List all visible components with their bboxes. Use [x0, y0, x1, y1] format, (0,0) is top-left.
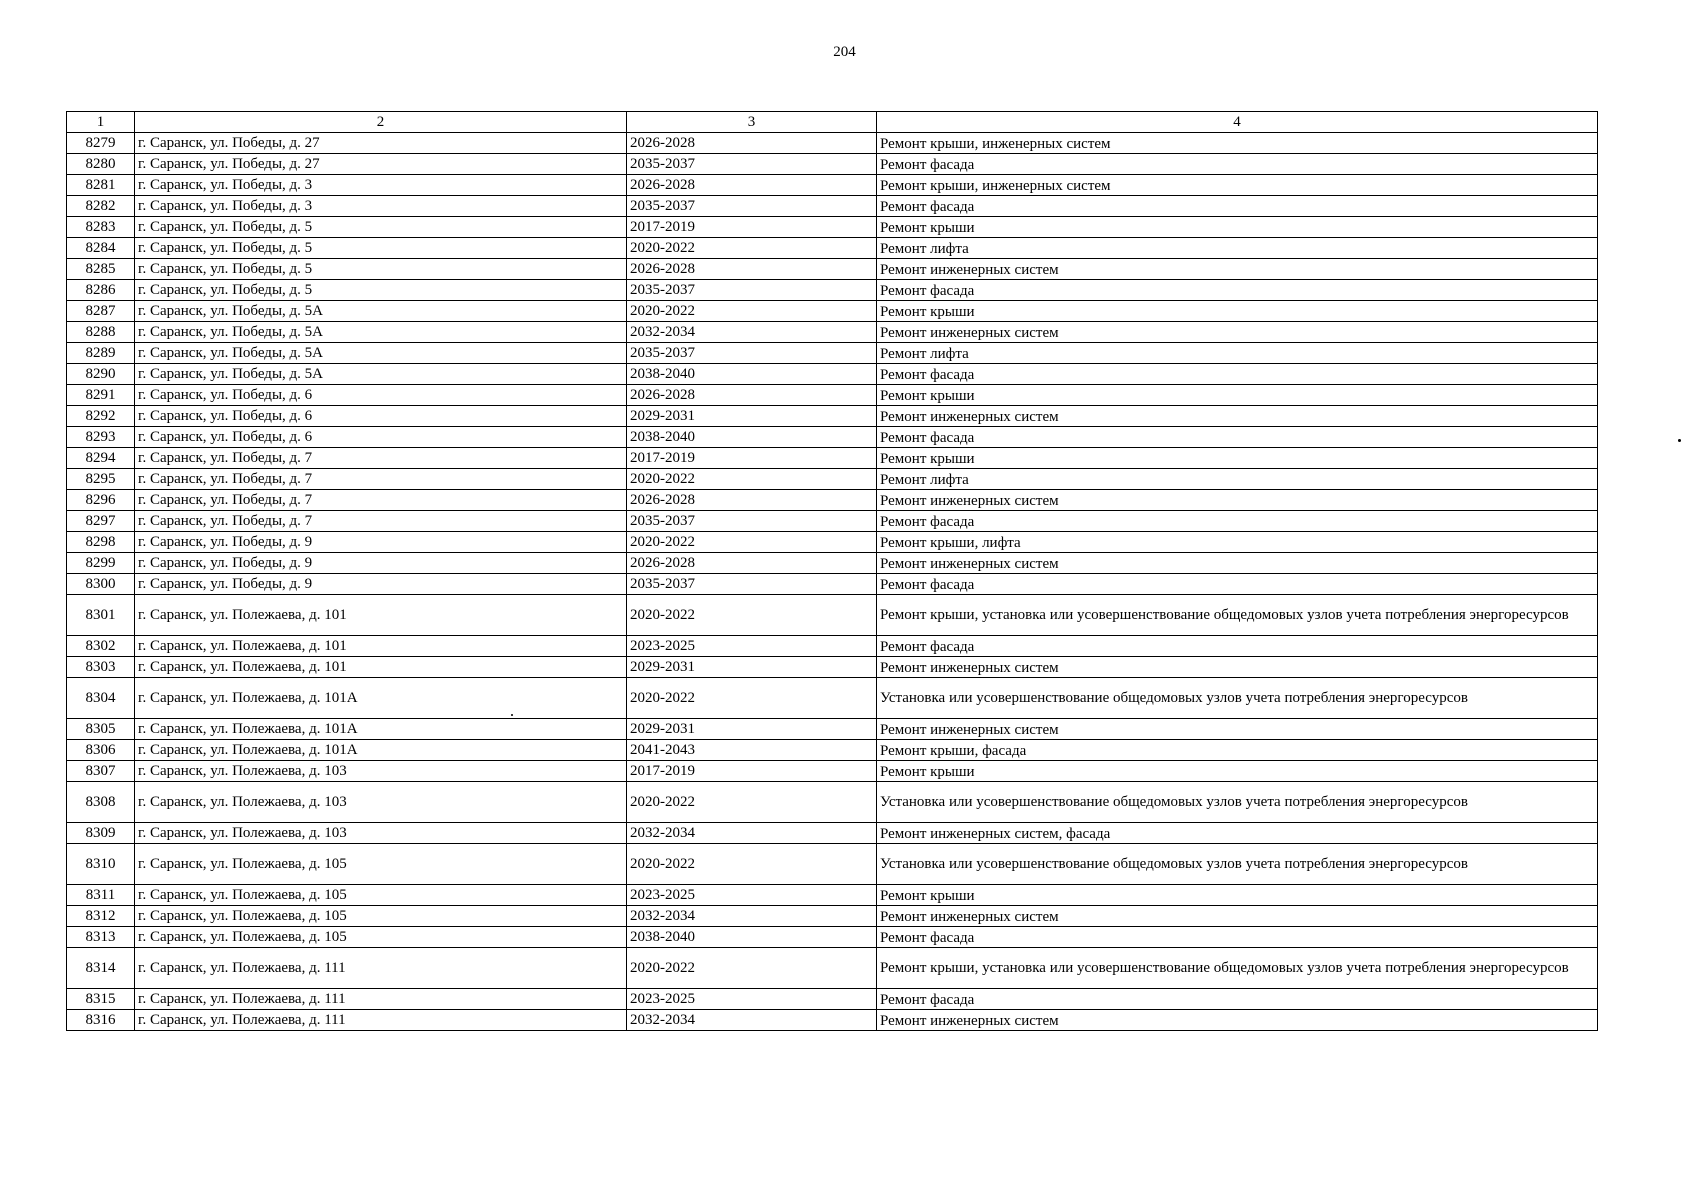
work-type-cell: Ремонт фасада	[877, 280, 1598, 301]
address-cell: г. Саранск, ул. Победы, д. 7	[135, 469, 627, 490]
address-cell: г. Саранск, ул. Полежаева, д. 111	[135, 989, 627, 1010]
scan-speck	[1678, 439, 1681, 442]
row-number-cell: 8312	[67, 906, 135, 927]
period-cell: 2032-2034	[627, 322, 877, 343]
period-cell: 2029-2031	[627, 406, 877, 427]
row-number-cell: 8305	[67, 719, 135, 740]
address-cell: г. Саранск, ул. Победы, д. 9	[135, 574, 627, 595]
work-type-cell: Ремонт крыши	[877, 761, 1598, 782]
table-row	[67, 574, 1598, 595]
period-cell: 2017-2019	[627, 761, 877, 782]
row-number-cell: 8314	[67, 948, 135, 989]
work-type-cell: Ремонт крыши	[877, 385, 1598, 406]
row-number-cell: 8280	[67, 154, 135, 175]
period-cell: 2026-2028	[627, 490, 877, 511]
work-type-cell: Ремонт фасада	[877, 196, 1598, 217]
work-type-cell: Ремонт фасада	[877, 511, 1598, 532]
period-cell: 2041-2043	[627, 740, 877, 761]
table-row	[67, 927, 1598, 948]
address-cell: г. Саранск, ул. Победы, д. 7	[135, 490, 627, 511]
address-cell: г. Саранск, ул. Полежаева, д. 101А	[135, 719, 627, 740]
row-number-cell: 8304	[67, 678, 135, 719]
address-cell: г. Саранск, ул. Победы, д. 5А	[135, 343, 627, 364]
work-type-cell: Ремонт крыши	[877, 885, 1598, 906]
period-cell: 2026-2028	[627, 259, 877, 280]
period-cell: 2023-2025	[627, 636, 877, 657]
period-cell: 2026-2028	[627, 385, 877, 406]
work-type-cell: Ремонт инженерных систем	[877, 1010, 1598, 1031]
address-cell: г. Саранск, ул. Полежаева, д. 111	[135, 948, 627, 989]
address-cell: г. Саранск, ул. Полежаева, д. 105	[135, 927, 627, 948]
period-cell: 2023-2025	[627, 989, 877, 1010]
work-type-cell: Ремонт фасада	[877, 154, 1598, 175]
period-cell: 2029-2031	[627, 657, 877, 678]
address-cell: г. Саранск, ул. Победы, д. 5А	[135, 322, 627, 343]
table-row	[67, 719, 1598, 740]
address-cell: г. Саранск, ул. Победы, д. 5	[135, 217, 627, 238]
period-cell: 2017-2019	[627, 217, 877, 238]
table-row	[67, 1010, 1598, 1031]
work-type-cell: Ремонт фасада	[877, 989, 1598, 1010]
table-row	[67, 885, 1598, 906]
table-row	[67, 133, 1598, 154]
row-number-cell: 8290	[67, 364, 135, 385]
period-cell: 2020-2022	[627, 782, 877, 823]
table-row	[67, 740, 1598, 761]
column-header-3: 3	[627, 112, 877, 133]
address-cell: г. Саранск, ул. Полежаева, д. 105	[135, 906, 627, 927]
work-type-cell: Ремонт инженерных систем	[877, 906, 1598, 927]
work-type-cell: Ремонт инженерных систем	[877, 553, 1598, 574]
period-cell: 2029-2031	[627, 719, 877, 740]
period-cell: 2020-2022	[627, 948, 877, 989]
row-number-cell: 8288	[67, 322, 135, 343]
work-type-cell: Ремонт крыши, установка или усовершенствование общедомовых узлов учета потребления энергоресурсов	[877, 595, 1598, 636]
table-row	[67, 761, 1598, 782]
work-type-cell: Ремонт лифта	[877, 343, 1598, 364]
row-number-cell: 8292	[67, 406, 135, 427]
table-row	[67, 511, 1598, 532]
row-number-cell: 8311	[67, 885, 135, 906]
work-type-cell: Ремонт лифта	[877, 469, 1598, 490]
row-number-cell: 8281	[67, 175, 135, 196]
column-header-1: 1	[67, 112, 135, 133]
row-number-cell: 8303	[67, 657, 135, 678]
period-cell: 2026-2028	[627, 175, 877, 196]
row-number-cell: 8307	[67, 761, 135, 782]
address-cell: г. Саранск, ул. Полежаева, д. 101	[135, 636, 627, 657]
address-cell: г. Саранск, ул. Победы, д. 3	[135, 196, 627, 217]
table-row	[67, 989, 1598, 1010]
work-type-cell: Ремонт инженерных систем	[877, 259, 1598, 280]
work-type-cell: Ремонт фасада	[877, 427, 1598, 448]
table-row	[67, 238, 1598, 259]
period-cell: 2020-2022	[627, 595, 877, 636]
work-type-cell: Установка или усовершенствование общедомовых узлов учета потребления энергоресурсов	[877, 844, 1598, 885]
work-type-cell: Ремонт крыши, установка или усовершенствование общедомовых узлов учета потребления энергоресурсов	[877, 948, 1598, 989]
table-row	[67, 678, 1598, 719]
row-number-cell: 8296	[67, 490, 135, 511]
work-type-cell: Ремонт инженерных систем	[877, 719, 1598, 740]
row-number-cell: 8316	[67, 1010, 135, 1031]
work-type-cell: Ремонт крыши, инженерных систем	[877, 175, 1598, 196]
period-cell: 2035-2037	[627, 511, 877, 532]
table-row	[67, 217, 1598, 238]
address-cell: г. Саранск, ул. Победы, д. 5	[135, 238, 627, 259]
address-cell: г. Саранск, ул. Победы, д. 6	[135, 406, 627, 427]
table-body	[67, 133, 1598, 1031]
period-cell: 2035-2037	[627, 574, 877, 595]
work-type-cell: Ремонт крыши	[877, 301, 1598, 322]
row-number-cell: 8310	[67, 844, 135, 885]
address-cell: г. Саранск, ул. Победы, д. 6	[135, 385, 627, 406]
address-cell: г. Саранск, ул. Победы, д. 3	[135, 175, 627, 196]
row-number-cell: 8283	[67, 217, 135, 238]
work-type-cell: Ремонт крыши	[877, 448, 1598, 469]
column-header-4: 4	[877, 112, 1598, 133]
period-cell: 2035-2037	[627, 343, 877, 364]
address-cell: г. Саранск, ул. Победы, д. 5А	[135, 301, 627, 322]
scan-speck	[511, 714, 513, 716]
table-row	[67, 364, 1598, 385]
row-number-cell: 8309	[67, 823, 135, 844]
table-row	[67, 448, 1598, 469]
address-cell: г. Саранск, ул. Полежаева, д. 101А	[135, 740, 627, 761]
table-row	[67, 782, 1598, 823]
period-cell: 2026-2028	[627, 553, 877, 574]
row-number-cell: 8287	[67, 301, 135, 322]
table-row	[67, 823, 1598, 844]
period-cell: 2020-2022	[627, 532, 877, 553]
row-number-cell: 8301	[67, 595, 135, 636]
work-type-cell: Ремонт фасада	[877, 636, 1598, 657]
address-cell: г. Саранск, ул. Победы, д. 7	[135, 448, 627, 469]
work-type-cell: Ремонт крыши, лифта	[877, 532, 1598, 553]
address-cell: г. Саранск, ул. Полежаева, д. 105	[135, 844, 627, 885]
column-number-row	[67, 112, 1598, 133]
table-row	[67, 657, 1598, 678]
work-type-cell: Ремонт инженерных систем, фасада	[877, 823, 1598, 844]
period-cell: 2026-2028	[627, 133, 877, 154]
table-row	[67, 322, 1598, 343]
table-row	[67, 259, 1598, 280]
work-type-cell: Ремонт инженерных систем	[877, 490, 1598, 511]
address-cell: г. Саранск, ул. Полежаева, д. 103	[135, 782, 627, 823]
address-cell: г. Саранск, ул. Победы, д. 9	[135, 532, 627, 553]
period-cell: 2020-2022	[627, 238, 877, 259]
work-type-cell: Ремонт крыши, фасада	[877, 740, 1598, 761]
period-cell: 2032-2034	[627, 823, 877, 844]
table-row	[67, 553, 1598, 574]
table-row	[67, 427, 1598, 448]
address-cell: г. Саранск, ул. Победы, д. 5	[135, 280, 627, 301]
address-cell: г. Саранск, ул. Победы, д. 6	[135, 427, 627, 448]
address-cell: г. Саранск, ул. Победы, д. 9	[135, 553, 627, 574]
row-number-cell: 8308	[67, 782, 135, 823]
row-number-cell: 8313	[67, 927, 135, 948]
work-type-cell: Ремонт крыши	[877, 217, 1598, 238]
table-row	[67, 469, 1598, 490]
row-number-cell: 8286	[67, 280, 135, 301]
work-type-cell: Ремонт инженерных систем	[877, 406, 1598, 427]
row-number-cell: 8282	[67, 196, 135, 217]
table-row	[67, 280, 1598, 301]
table-row	[67, 385, 1598, 406]
page-number: 204	[833, 44, 856, 60]
table-row	[67, 196, 1598, 217]
row-number-cell: 8299	[67, 553, 135, 574]
work-type-cell: Ремонт инженерных систем	[877, 657, 1598, 678]
work-type-cell: Ремонт фасада	[877, 364, 1598, 385]
registry-table	[66, 111, 1598, 1031]
period-cell: 2035-2037	[627, 154, 877, 175]
period-cell: 2020-2022	[627, 469, 877, 490]
row-number-cell: 8297	[67, 511, 135, 532]
period-cell: 2032-2034	[627, 1010, 877, 1031]
period-cell: 2035-2037	[627, 280, 877, 301]
work-type-cell: Ремонт инженерных систем	[877, 322, 1598, 343]
period-cell: 2023-2025	[627, 885, 877, 906]
table-row	[67, 532, 1598, 553]
row-number-cell: 8302	[67, 636, 135, 657]
work-type-cell: Ремонт лифта	[877, 238, 1598, 259]
period-cell: 2020-2022	[627, 678, 877, 719]
period-cell: 2038-2040	[627, 364, 877, 385]
table-row	[67, 636, 1598, 657]
period-cell: 2017-2019	[627, 448, 877, 469]
row-number-cell: 8295	[67, 469, 135, 490]
work-type-cell: Установка или усовершенствование общедомовых узлов учета потребления энергоресурсов	[877, 678, 1598, 719]
table-row	[67, 343, 1598, 364]
row-number-cell: 8300	[67, 574, 135, 595]
row-number-cell: 8289	[67, 343, 135, 364]
table-row	[67, 948, 1598, 989]
period-cell: 2020-2022	[627, 301, 877, 322]
row-number-cell: 8294	[67, 448, 135, 469]
period-cell: 2038-2040	[627, 427, 877, 448]
row-number-cell: 8298	[67, 532, 135, 553]
address-cell: г. Саранск, ул. Полежаева, д. 103	[135, 761, 627, 782]
work-type-cell: Ремонт фасада	[877, 574, 1598, 595]
row-number-cell: 8284	[67, 238, 135, 259]
row-number-cell: 8315	[67, 989, 135, 1010]
table-row	[67, 906, 1598, 927]
work-type-cell: Установка или усовершенствование общедомовых узлов учета потребления энергоресурсов	[877, 782, 1598, 823]
table-row	[67, 301, 1598, 322]
table-row	[67, 844, 1598, 885]
row-number-cell: 8285	[67, 259, 135, 280]
row-number-cell: 8293	[67, 427, 135, 448]
address-cell: г. Саранск, ул. Победы, д. 27	[135, 133, 627, 154]
address-cell: г. Саранск, ул. Полежаева, д. 101	[135, 595, 627, 636]
table-row	[67, 490, 1598, 511]
table-row	[67, 595, 1598, 636]
period-cell: 2038-2040	[627, 927, 877, 948]
work-type-cell: Ремонт крыши, инженерных систем	[877, 133, 1598, 154]
row-number-cell: 8291	[67, 385, 135, 406]
address-cell: г. Саранск, ул. Полежаева, д. 101А	[135, 678, 627, 719]
address-cell: г. Саранск, ул. Полежаева, д. 101	[135, 657, 627, 678]
address-cell: г. Саранск, ул. Полежаева, д. 111	[135, 1010, 627, 1031]
period-cell: 2020-2022	[627, 844, 877, 885]
row-number-cell: 8279	[67, 133, 135, 154]
address-cell: г. Саранск, ул. Победы, д. 5А	[135, 364, 627, 385]
address-cell: г. Саранск, ул. Полежаева, д. 103	[135, 823, 627, 844]
address-cell: г. Саранск, ул. Победы, д. 7	[135, 511, 627, 532]
period-cell: 2032-2034	[627, 906, 877, 927]
table-row	[67, 175, 1598, 196]
table-row	[67, 154, 1598, 175]
column-header-2: 2	[135, 112, 627, 133]
table-row	[67, 406, 1598, 427]
row-number-cell: 8306	[67, 740, 135, 761]
work-type-cell: Ремонт фасада	[877, 927, 1598, 948]
address-cell: г. Саранск, ул. Полежаева, д. 105	[135, 885, 627, 906]
address-cell: г. Саранск, ул. Победы, д. 27	[135, 154, 627, 175]
period-cell: 2035-2037	[627, 196, 877, 217]
address-cell: г. Саранск, ул. Победы, д. 5	[135, 259, 627, 280]
